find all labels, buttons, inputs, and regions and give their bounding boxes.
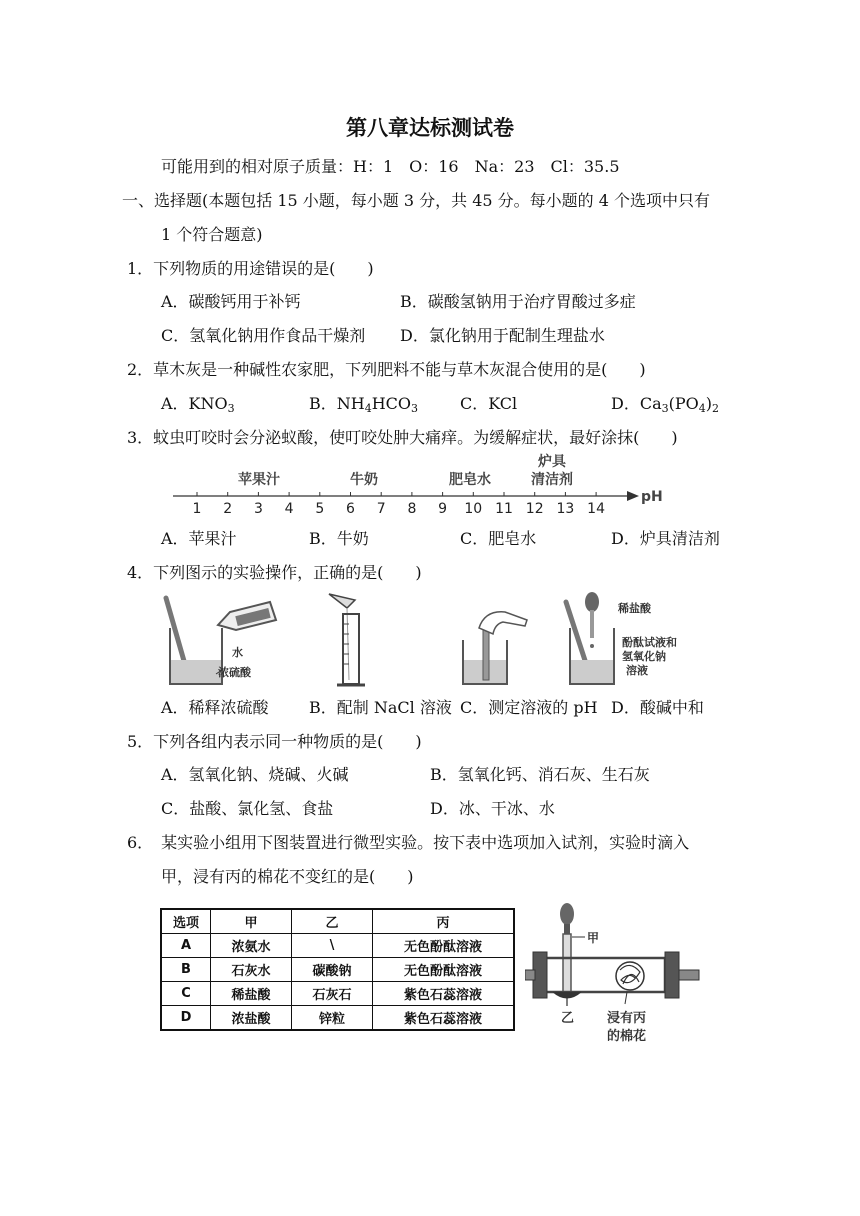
- section-heading-line2: 1 个符合题意): [161, 225, 263, 244]
- table-cell: 紫色石蕊溶液: [373, 1006, 515, 1031]
- q4-fig-d-solution-line2: 氢氧化钠: [622, 650, 666, 663]
- q4-fig-d-solution-line1: 酚酞试液和: [622, 636, 677, 649]
- table-cell: B: [161, 958, 211, 982]
- q2-option-b[interactable]: B．$NH_4HCO_3$: [309, 394, 419, 415]
- table-cell: 无色酚酞溶液: [373, 934, 515, 958]
- ph-tick-label: 4: [284, 501, 294, 517]
- q4-option-d[interactable]: D．酸碱中和: [611, 698, 704, 717]
- q5-option-c[interactable]: C．盐酸、氯化氢、食盐: [161, 799, 334, 818]
- table-header-cell: 乙: [292, 909, 373, 934]
- table-header-cell: 丙: [373, 909, 515, 934]
- ph-tick-label: 11: [495, 501, 513, 517]
- q5-option-b[interactable]: B．氢氧化钙、消石灰、生石灰: [430, 765, 650, 784]
- ph-label-cleaner-line1: 炉具: [538, 454, 566, 470]
- q5-option-d[interactable]: D．冰、干冰、水: [430, 799, 555, 818]
- q4-fig-a-acid-label: 浓硫酸: [218, 666, 251, 679]
- ph-tick-label: 5: [315, 501, 325, 517]
- table-cell: 浓氨水: [211, 934, 292, 958]
- ph-label-soap: 肥皂水: [449, 472, 491, 488]
- ph-tick-label: 13: [556, 501, 575, 517]
- table-cell: 石灰水: [211, 958, 292, 982]
- q2-option-c[interactable]: C．KCl: [460, 394, 518, 413]
- section-heading-line1: 一、选择题(本题包括 15 小题，每小题 3 分，共 45 分。每小题的 4 个选项中只有: [122, 191, 711, 210]
- ph-label-apple: 苹果汁: [238, 472, 280, 488]
- q2-stem: 2．草木灰是一种碱性农家肥，下列肥料不能与草木灰混合使用的是( ): [127, 360, 646, 379]
- q4-option-a[interactable]: A．稀释浓硫酸: [161, 698, 269, 717]
- q3-option-a[interactable]: A．苹果汁: [161, 529, 237, 548]
- q3-stem: 3．蚊虫叮咬时会分泌蚁酸，使叮咬处肿大痛痒。为缓解症状，最好涂抹( ): [127, 428, 678, 447]
- q6-stem-line1: 6． 某实验小组用下图装置进行微型实验。按下表中选项加入试剂，实验时滴入: [127, 833, 690, 852]
- q6-fig-jia-label: 甲: [587, 931, 600, 945]
- q5-option-a[interactable]: A．氢氧化钠、烧碱、火碱: [161, 765, 349, 784]
- q4-figure-a: [160, 590, 290, 690]
- ph-tick-label: 7: [376, 501, 386, 517]
- ph-tick-label: 1: [192, 501, 202, 517]
- q6-apparatus-figure: [525, 900, 705, 1060]
- table-header-row: [161, 909, 514, 934]
- ph-tick-label: 12: [525, 501, 544, 517]
- q6-stem-line2: 甲，浸有丙的棉花不变红的是( ): [161, 867, 414, 886]
- table-cell: 无色酚酞溶液: [373, 958, 515, 982]
- ph-axis-label: pH: [641, 489, 663, 505]
- table-cell: 稀盐酸: [211, 982, 292, 1006]
- table-cell: A: [161, 934, 211, 958]
- table-header-cell: 甲: [211, 909, 292, 934]
- q6-fig-yi-label: 乙: [561, 1011, 575, 1026]
- ph-axis-arrow-icon: [627, 491, 639, 501]
- ph-tick-label: 8: [407, 501, 417, 517]
- ph-tick-label: 6: [346, 501, 355, 517]
- table-row: [161, 958, 514, 982]
- q1-option-b[interactable]: B．碳酸氢钠用于治疗胃酸过多症: [400, 292, 636, 311]
- ph-tick-label: 2: [223, 501, 233, 517]
- atomic-mass-note: 可能用到的相对原子质量：H：1 O：16 Na：23 Cl：35.5: [161, 157, 620, 176]
- q6-fig-cotton-line1: 浸有丙: [607, 1011, 647, 1026]
- q4-figure-b: [325, 590, 375, 690]
- q4-fig-d-hcl-label: 稀盐酸: [618, 602, 651, 615]
- ph-label-cleaner-line2: 清洁剂: [531, 472, 573, 488]
- table-header-cell: 选项: [161, 909, 211, 934]
- table-cell: 锌粒: [292, 1006, 373, 1031]
- q4-option-b[interactable]: B．配制 NaCl 溶液: [309, 698, 452, 717]
- table-cell: 碳酸钠: [292, 958, 373, 982]
- q6-fig-cotton-line2: 的棉花: [607, 1029, 647, 1044]
- table-cell: 浓盐酸: [211, 1006, 292, 1031]
- q5-stem: 5．下列各组内表示同一种物质的是( ): [127, 732, 422, 751]
- table-cell: 紫色石蕊溶液: [373, 982, 515, 1006]
- ph-tick-label: 14: [587, 501, 606, 517]
- q3-option-b[interactable]: B．牛奶: [309, 529, 369, 548]
- page-title: 第八章达标测试卷: [346, 116, 514, 140]
- q2-option-d[interactable]: D．$Ca_3(PO_4)_2$: [611, 394, 719, 415]
- q6-reagent-table: [160, 908, 515, 1031]
- q1-stem: 1．下列物质的用途错误的是( ): [127, 259, 374, 278]
- table-cell: D: [161, 1006, 211, 1031]
- q1-option-c[interactable]: C．氢氧化钠用作食品干燥剂: [161, 326, 366, 345]
- ph-tick-label: 10: [464, 501, 483, 517]
- ph-tick-label: 3: [253, 501, 263, 517]
- q1-option-d[interactable]: D．氯化钠用于配制生理盐水: [400, 326, 605, 345]
- q3-option-d[interactable]: D．炉具清洁剂: [611, 529, 720, 548]
- q4-stem: 4．下列图示的实验操作，正确的是( ): [127, 563, 422, 582]
- ph-label-milk: 牛奶: [350, 472, 378, 488]
- table-cell: C: [161, 982, 211, 1006]
- table-row: [161, 982, 514, 1006]
- q1-option-a[interactable]: A．碳酸钙用于补钙: [161, 292, 301, 311]
- q4-figure-d: [562, 590, 722, 690]
- q4-figure-c: [455, 590, 540, 690]
- dropper-bulb-icon: [560, 903, 574, 925]
- q4-fig-a-water-label: 水: [232, 646, 243, 659]
- q4-option-c[interactable]: C．测定溶液的 pH: [460, 698, 598, 717]
- q2-option-a[interactable]: A．$KNO_3$: [161, 394, 235, 415]
- table-cell: \: [292, 934, 373, 958]
- table-row: [161, 934, 514, 958]
- ph-tick-label: 9: [438, 501, 448, 517]
- q3-option-c[interactable]: C．肥皂水: [460, 529, 537, 548]
- table-cell: 石灰石: [292, 982, 373, 1006]
- q4-fig-d-solution-line3: 溶液: [626, 664, 648, 677]
- table-row: [161, 1006, 514, 1031]
- ph-scale-figure: [165, 450, 665, 520]
